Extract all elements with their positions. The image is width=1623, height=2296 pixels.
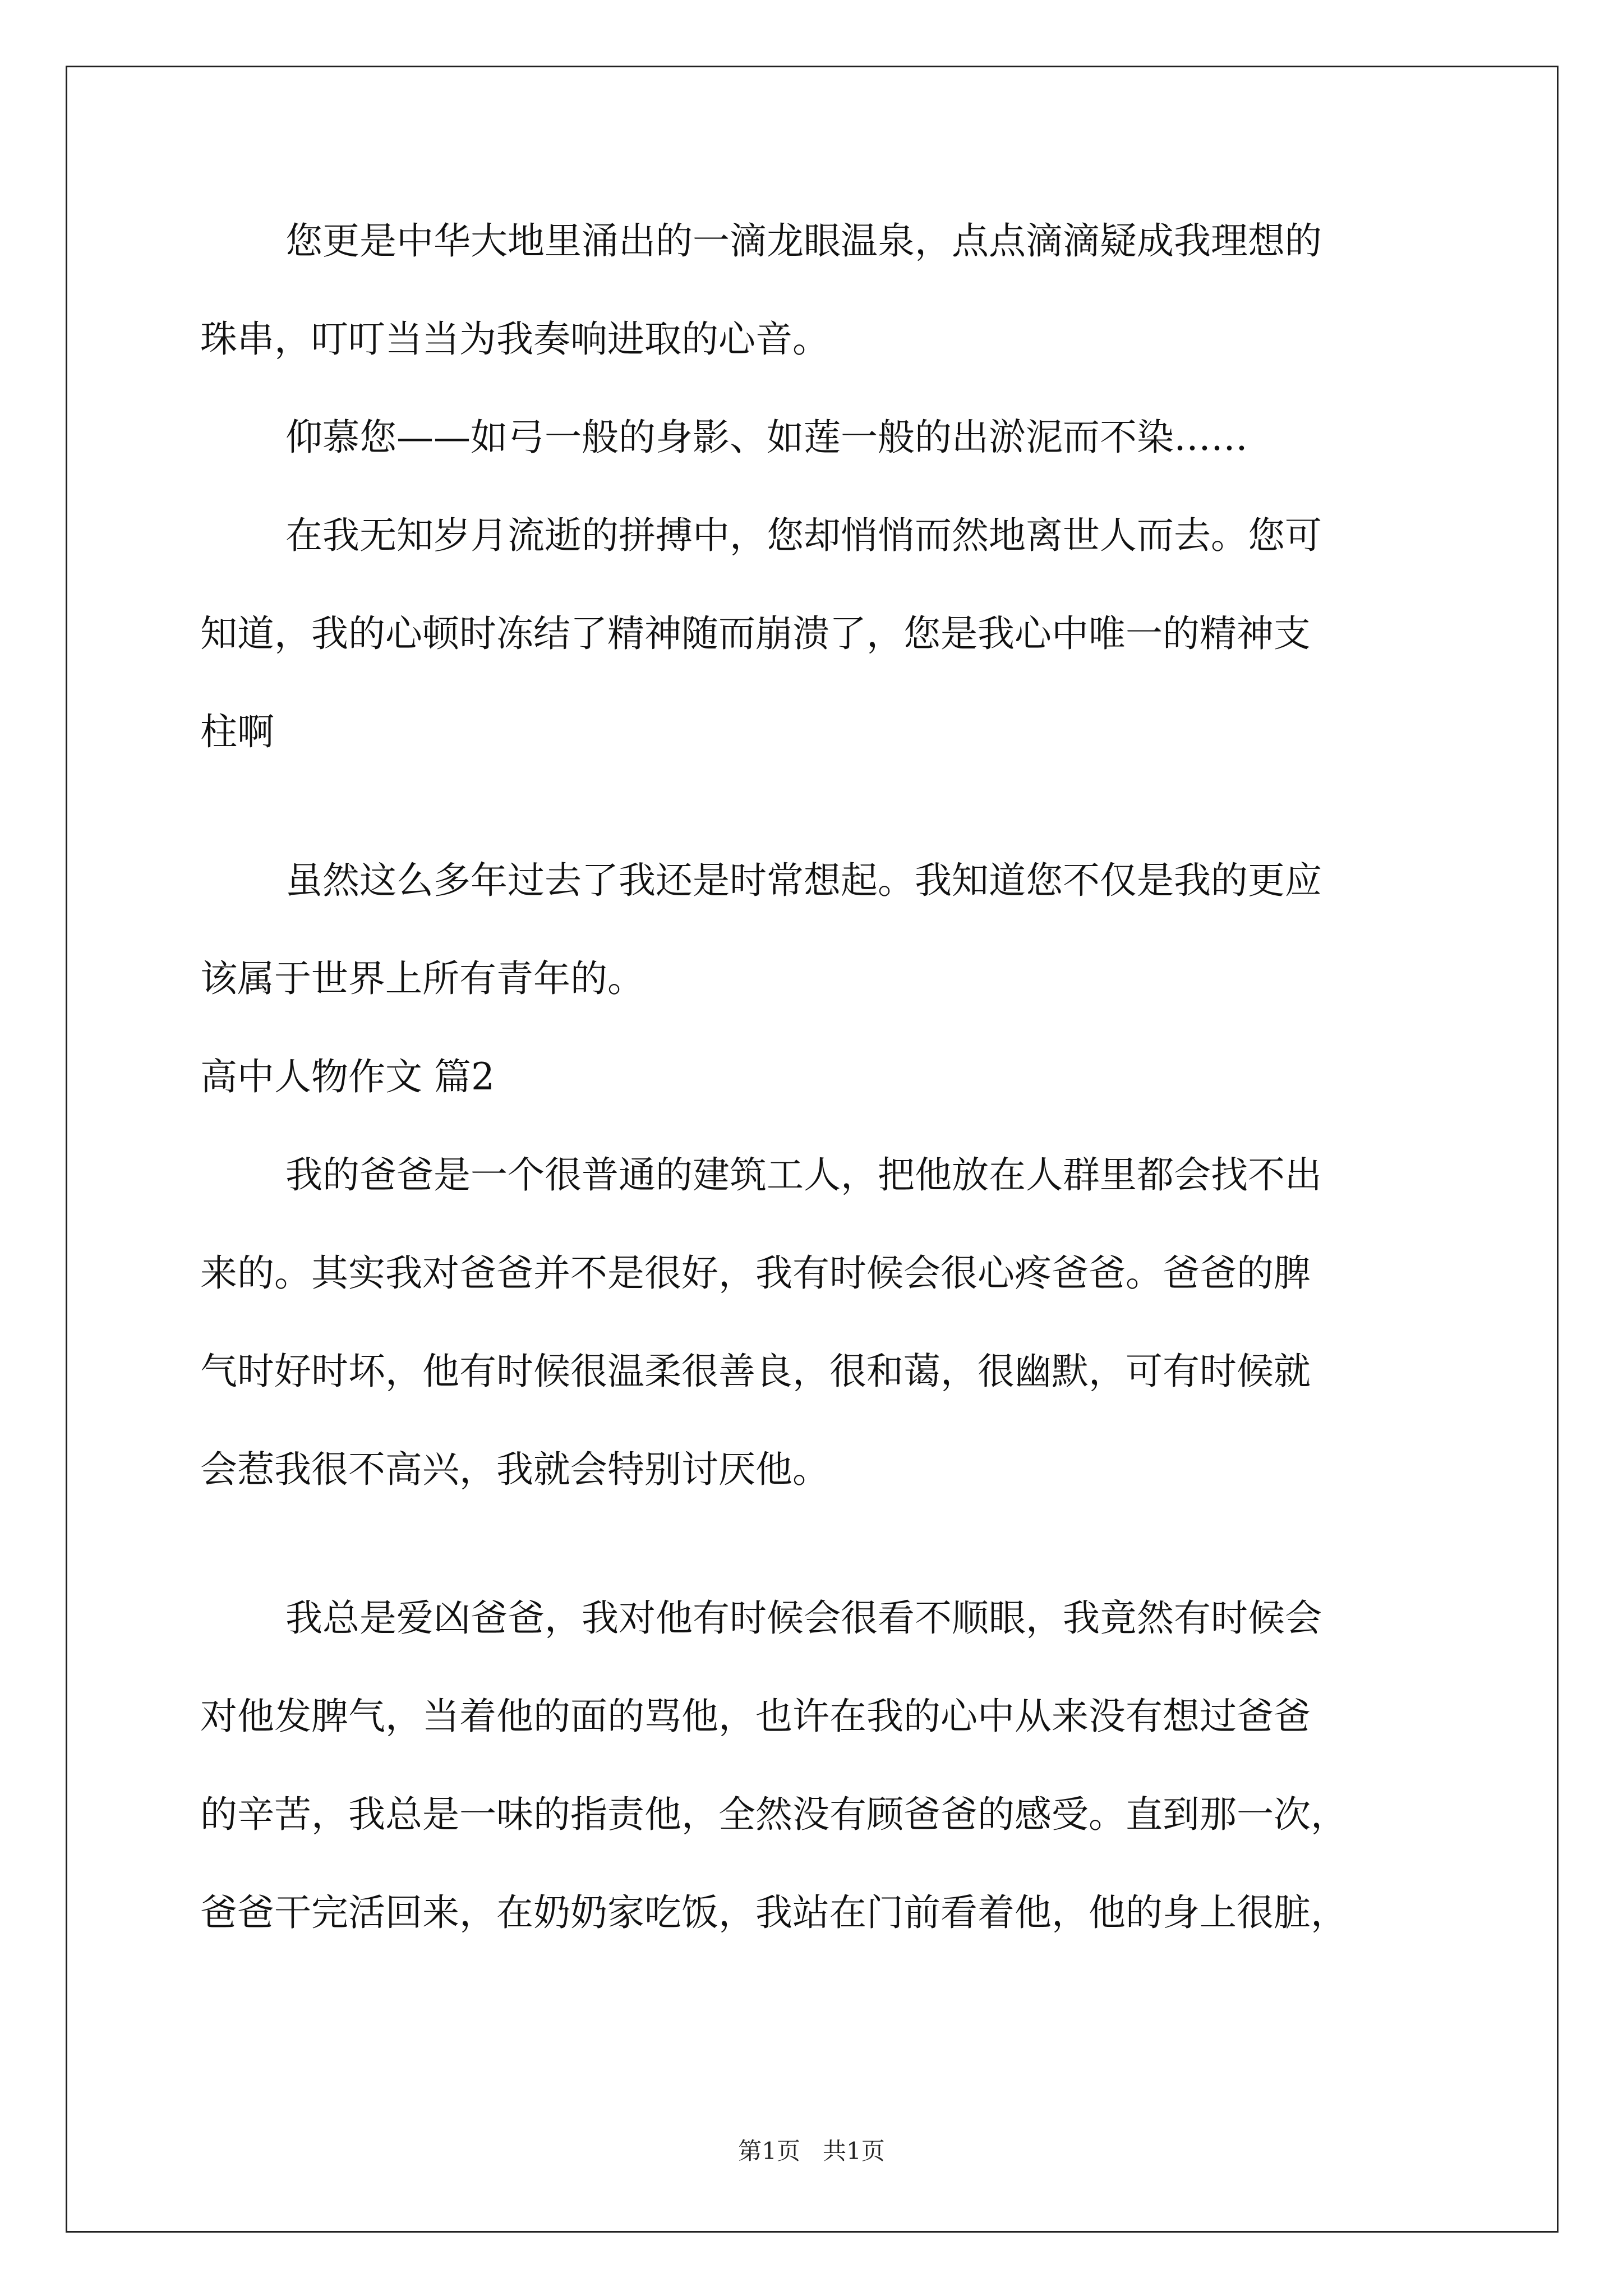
text-line: 来的。其实我对爸爸并不是很好，我有时候会很心疼爸爸。爸爸的脾: [200, 1251, 1311, 1295]
text-line: 知道，我的心顿时冻结了精神随而崩溃了，您是我心中唯一的精神支: [200, 612, 1311, 655]
text-line: 仰慕您——如弓一般的身影、如莲一般的出淤泥而不染……: [285, 416, 1248, 459]
text-line: 对他发脾气，当着他的面的骂他，也许在我的心中从来没有想过爸爸: [200, 1695, 1311, 1738]
text-line: 的辛苦，我总是一味的指责他，全然没有顾爸爸的感受。直到那一次，: [200, 1793, 1348, 1836]
text-line: 我的爸爸是一个很普通的建筑工人，把他放在人群里都会找不出: [285, 1153, 1322, 1197]
text-line: 珠串，叮叮当当为我奏响进取的心音。: [200, 318, 829, 361]
section-heading: 高中人物作文 篇2: [200, 1055, 495, 1098]
text-line: 在我无知岁月流逝的拼搏中，您却悄悄而然地离世人而去。您可: [285, 514, 1322, 557]
page-total: 共1页: [823, 2137, 885, 2165]
text-line: 您更是中华大地里涌出的一滴龙眼温泉，点点滴滴疑成我理想的: [285, 219, 1322, 263]
text-line: 气时好时坏，他有时候很温柔很善良，很和蔼，很幽默，可有时候就: [200, 1350, 1311, 1393]
text-line: 会惹我很不高兴，我就会特别讨厌他。: [200, 1448, 829, 1491]
text-line: 爸爸干完活回来，在奶奶家吃饭，我站在门前看着他，他的身上很脏，: [200, 1891, 1348, 1934]
page-number: 第1页: [738, 2137, 800, 2165]
text-line: 虽然这么多年过去了我还是时常想起。我知道您不仅是我的更应: [285, 859, 1322, 902]
page-footer: [0, 2137, 1623, 2165]
text-line: 柱啊: [200, 710, 274, 753]
text-line: 该属于世界上所有青年的。: [200, 957, 644, 1000]
text-line: 我总是爱凶爸爸，我对他有时候会很看不顺眼，我竟然有时候会: [285, 1596, 1322, 1640]
